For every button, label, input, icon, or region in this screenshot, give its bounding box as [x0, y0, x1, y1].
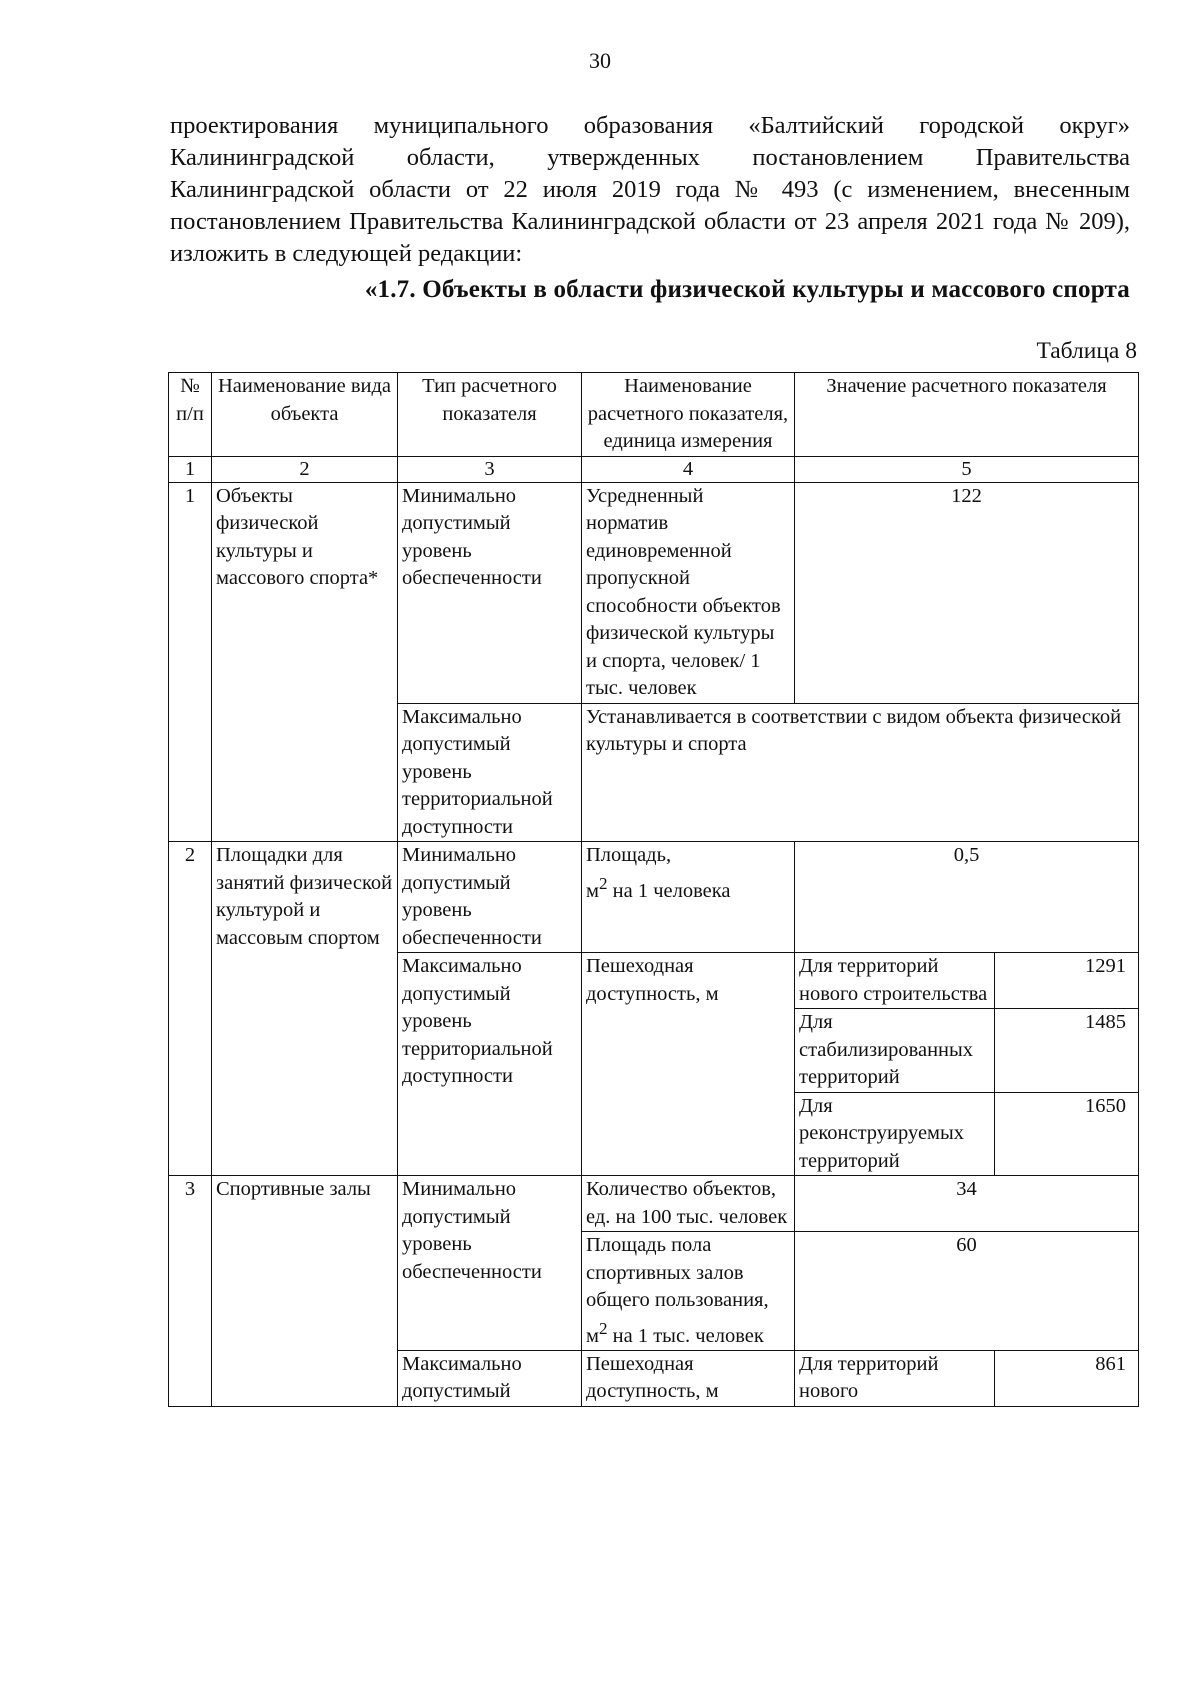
indicator-type-cell: Максимально допустимый уровень территориальной доступности: [398, 703, 582, 842]
column-number: 4: [582, 456, 795, 482]
territory-label: Для реконструируемых территорий: [799, 1094, 965, 1172]
column-number: 3: [398, 456, 582, 482]
territory-row: [795, 1351, 1138, 1406]
territory-row: [795, 953, 1138, 1009]
territory-values-table: [795, 1351, 1138, 1406]
unit-superscript: 2: [598, 873, 608, 893]
page-number: 30: [589, 48, 611, 73]
column-numbers-row: [169, 456, 1139, 482]
territory-label: Для территорий нового строительства: [795, 953, 994, 1009]
header-indicator-type: Тип расчетного показателя: [398, 373, 582, 457]
table-header-row: [169, 373, 1139, 457]
indicator-value-cell: 34: [795, 1176, 1139, 1232]
indicator-name-text: Площадь,: [586, 844, 672, 866]
column-number: 2: [212, 456, 398, 482]
territory-row: [795, 1009, 1138, 1093]
table-row: [169, 842, 1139, 953]
indicator-value-cell: 0,5: [795, 842, 1139, 953]
unit-rest: на 1 тыс. человек: [607, 1324, 764, 1347]
indicator-type-cell: Минимально допустимый уровень обеспеченности: [398, 842, 582, 953]
indicator-type-cell: Максимально допустимый: [398, 1350, 582, 1406]
column-number: 5: [795, 456, 1139, 482]
indicator-value-cell: 60: [795, 1232, 1139, 1351]
indicator-type-cell: Минимально допустимый уровень обеспеченности: [398, 1176, 582, 1351]
column-number: 1: [169, 456, 212, 482]
table-caption: Таблица 8: [1036, 338, 1137, 364]
row-number: 2: [169, 842, 212, 1176]
indicator-name-cell: Пешеходная доступность, м: [582, 1350, 795, 1406]
indicator-type-cell: Максимально допустимый уровень территориальной доступности: [398, 953, 582, 1176]
table-row: [169, 1176, 1139, 1232]
territory-value: 1650: [994, 1092, 1138, 1175]
indicator-name-cell: [582, 842, 795, 953]
indicator-name-cell: [582, 1232, 795, 1351]
unit-base: м: [586, 879, 599, 902]
header-indicator-name: Наименование расчетного показателя, единица измерения: [582, 373, 795, 457]
object-type-cell: Объекты физической культуры и массового спорта*: [212, 482, 398, 842]
territory-value: 1485: [994, 1009, 1138, 1093]
territory-value: 861: [994, 1351, 1138, 1406]
object-type-cell: Площадки для занятий физической культурой и массовым спортом: [212, 842, 398, 1176]
section-heading: «1.7. Объекты в области физической культуры и массового спорта: [364, 276, 1130, 303]
territory-row: [795, 1092, 1138, 1175]
indicator-name-cell: Усредненный норматив единовременной пропускной способности объектов физической культуры и спорта, человек/ 1 тыс. человек: [582, 482, 795, 703]
indicator-value-cell: 122: [795, 482, 1139, 703]
indicator-name-text: Площадь пола спортивных залов общего пользования,: [586, 1234, 769, 1311]
territory-label: Для территорий нового: [799, 1352, 939, 1403]
indicator-name-cell: Количество объектов, ед. на 100 тыс. человек: [582, 1176, 795, 1232]
territory-value: 1291: [994, 953, 1138, 1009]
row-number: 1: [169, 482, 212, 842]
indicator-name-cell: Пешеходная доступность, м: [582, 953, 795, 1176]
unit-superscript: 2: [598, 1318, 608, 1338]
territory-values-cell: [795, 1350, 1139, 1406]
indicator-type-cell: Минимально допустимый уровень обеспеченности: [398, 482, 582, 703]
row-number: 3: [169, 1176, 212, 1407]
standards-table: [168, 372, 1139, 1407]
unit-rest: на 1 человека: [607, 879, 731, 902]
header-object-type: Наименование вида объекта: [212, 373, 398, 457]
object-type-cell: Спортивные залы: [212, 1176, 398, 1407]
indicator-note-cell: Устанавливается в соответствии с видом объекта физической культуры и спорта: [582, 703, 1139, 842]
header-number: № п/п: [169, 373, 212, 457]
territory-values-table: [795, 953, 1138, 1175]
territory-label: Для стабилизированных территорий: [795, 1009, 994, 1093]
header-indicator-value: Значение расчетного показателя: [795, 373, 1139, 457]
table-row: [169, 482, 1139, 703]
territory-values-cell: [795, 953, 1139, 1176]
unit-base: м: [586, 1324, 599, 1347]
intro-paragraph: проектирования муниципального образования «Балтийский городской округ» Калининградской области, утвержденных постановлением Правительства Калининградской области от 22 июля 2019 года № 493 (с изменением, внесенным постановлением Правительства Калининградской области от 23 апреля 2021 года № 209), изложить в следующей редакции:: [170, 112, 1130, 267]
